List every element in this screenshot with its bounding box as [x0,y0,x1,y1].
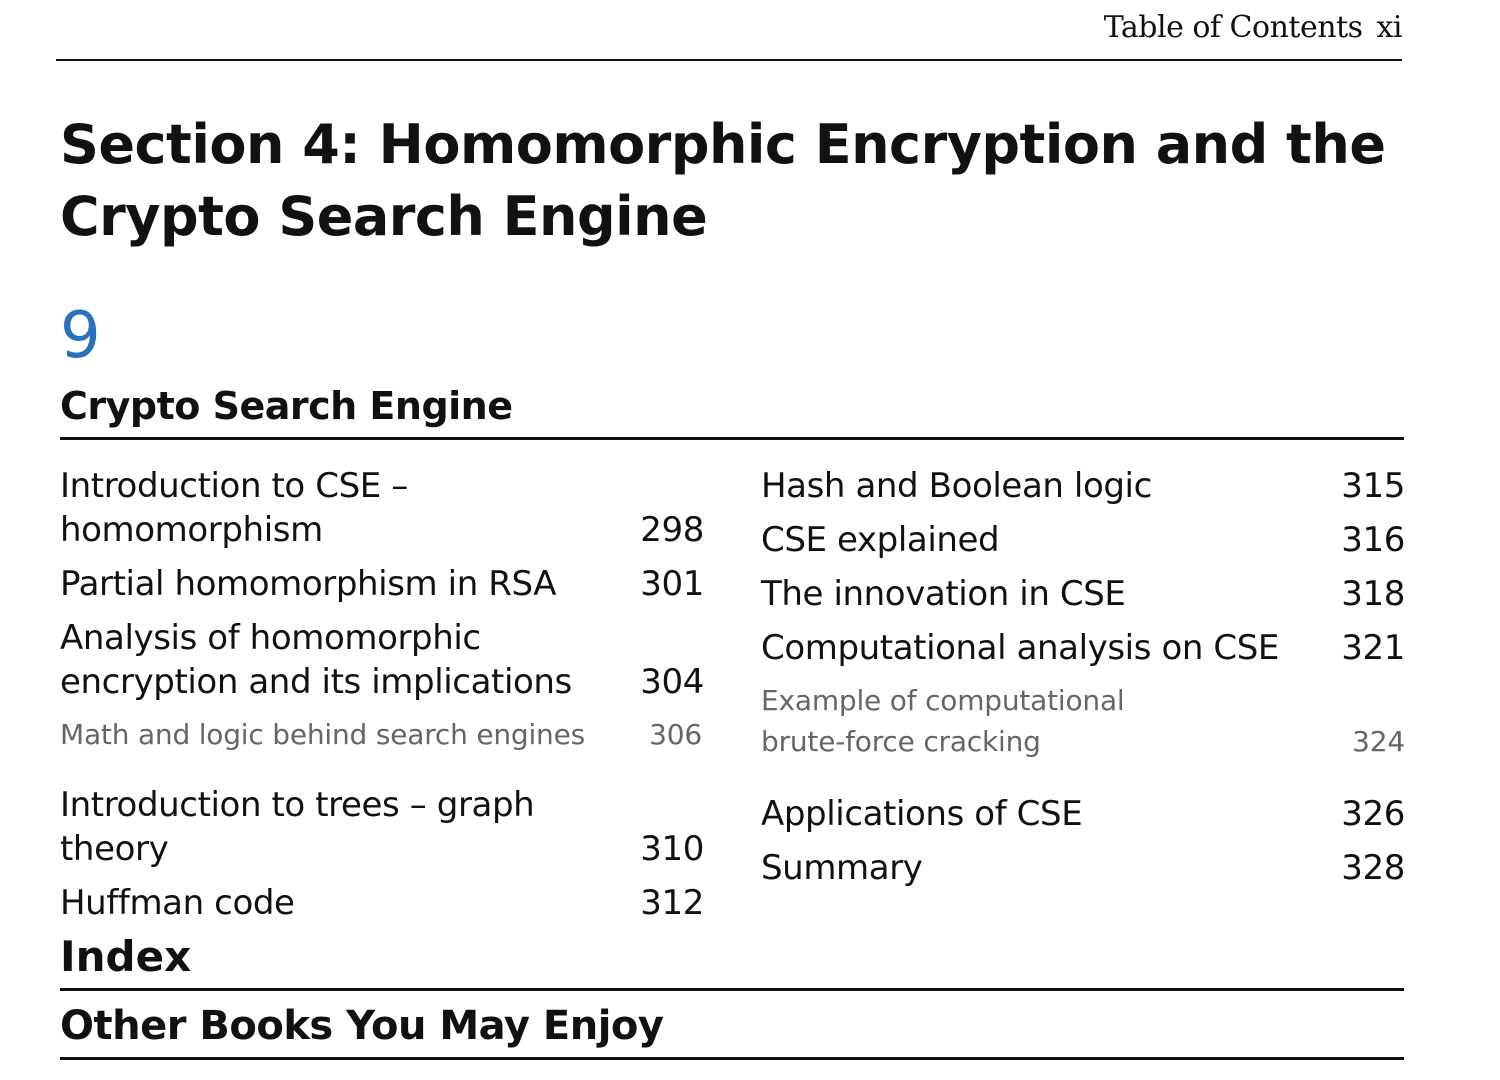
toc-entry-page: 321 [1341,628,1405,668]
other-books-divider [60,1057,1404,1060]
toc-entry[interactable] [761,626,1405,670]
toc-entry-label: Analysis of homomorphic encryption and its implications [60,618,572,702]
toc-subentry[interactable] [761,680,1405,762]
chapter-title[interactable]: Crypto Search Engine [60,384,513,428]
toc-entry[interactable] [60,464,704,552]
toc-subentry-page: 324 [1352,725,1405,758]
section-title: Section 4: Homomorphic Encryption and the Crypto Search Engine [60,113,1386,248]
toc-entry[interactable] [761,792,1405,836]
toc-entry-label: Partial homomorphism in RSA [60,564,557,604]
toc-entry-page: 318 [1341,574,1405,614]
toc-entry-page: 315 [1341,466,1405,506]
toc-entry[interactable] [761,846,1405,890]
toc-entry-label: Computational analysis on CSE [761,628,1280,668]
toc-entry-page: 301 [640,564,704,604]
toc-entry-page: 310 [640,829,704,869]
toc-entry-label: Introduction to CSE – homomorphism [60,466,408,550]
running-head-title: Table of Contents [1103,10,1363,45]
chapter-divider [60,437,1404,440]
toc-entry[interactable] [761,464,1405,508]
toc-entry-label: Huffman code [60,883,295,923]
toc-subentry-label: Math and logic behind search engines [60,718,586,751]
toc-entry-page: 328 [1341,848,1405,888]
toc-entry-page: 298 [640,510,704,550]
toc-entry[interactable] [60,616,704,704]
toc-entry-page: 312 [640,883,704,923]
toc-left-column [60,464,704,935]
index-divider [60,988,1404,991]
chapter-number: 9 [60,299,101,373]
toc-entry-page: 326 [1341,794,1405,834]
toc-entry[interactable] [60,562,704,606]
toc-entry-label: Introduction to trees – graph theory [60,785,535,869]
running-head-page-number: xi [1376,10,1402,45]
toc-entry[interactable] [761,518,1405,562]
toc-subentry[interactable] [60,714,704,755]
toc-subentry-page: 306 [649,718,702,751]
toc-entry-label: The innovation in CSE [761,574,1126,614]
other-books-title[interactable]: Other Books You May Enjoy [60,1003,664,1049]
toc-right-column [761,464,1405,900]
header-divider [56,59,1402,61]
toc-entry[interactable] [761,572,1405,616]
toc-entry-label: Applications of CSE [761,794,1083,834]
toc-entry-page: 316 [1341,520,1405,560]
toc-entry[interactable] [60,783,704,871]
toc-entry-page: 304 [640,662,704,702]
index-title[interactable]: Index [60,932,192,981]
toc-entry-label: Hash and Boolean logic [761,466,1152,506]
toc-entry[interactable] [60,881,704,925]
running-head [1104,10,1402,45]
toc-entry-label: CSE explained [761,520,1000,560]
toc-entry-label: Summary [761,848,923,888]
toc-subentry-label: Example of computational brute-force cracking [761,684,1125,758]
